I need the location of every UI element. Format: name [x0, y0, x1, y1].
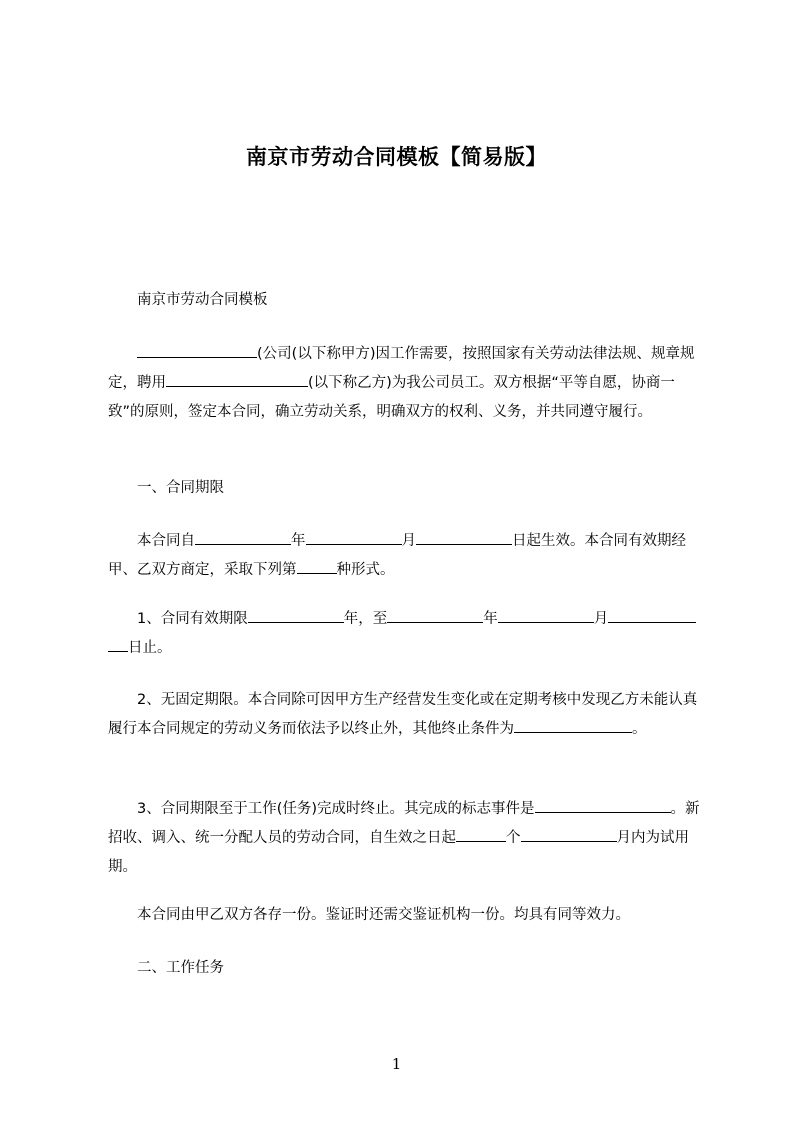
term-item-1	[108, 605, 703, 663]
item3-text-b: 。新招收、调入、统一分配人员的劳动合同，自生效之日起	[108, 801, 700, 846]
start-month-blank	[306, 530, 402, 545]
item3-text-d: 月内为试用期。	[108, 830, 689, 875]
item1-text-c: 年	[483, 611, 498, 627]
item3-text-a: 3、合同期限至于工作(任务)完成时终止。其完成的标志事件是	[137, 801, 535, 817]
item1-text-b: 年，至	[343, 611, 388, 627]
start-day-blank	[416, 530, 512, 545]
section1-heading-text: 一、合同期限	[137, 480, 224, 496]
item2-text-b: 。	[632, 721, 647, 737]
other-conditions-blank	[514, 718, 624, 733]
start-text-e: 种形式。	[336, 562, 395, 578]
intro-text-1: (公司(以下称甲方)因工作需要，按照国家有关劳动法律法规、规章规定，聘用	[108, 346, 695, 391]
subtitle-text: 南京市劳动合同模板	[137, 292, 268, 308]
end-year-blank	[387, 608, 483, 623]
term-item-2	[108, 686, 703, 744]
start-text-a: 本合同自	[137, 533, 195, 549]
item2-text-a: 2、无固定期限。本合同除可因甲方生产经营发生变化或在定期考核中发现乙方未能认真履行本合同规定的劳动义务而依法予以终止外，其他终止条件为	[108, 692, 698, 737]
end-day-blank-part2	[108, 637, 128, 652]
intro-paragraph	[108, 340, 703, 427]
copies-text: 本合同由甲乙双方各存一份。鉴证时还需交鉴证机构一份。均具有同等效力。	[137, 907, 630, 923]
document-title: 南京市劳动合同模板【简易版】	[246, 145, 547, 169]
document-subtitle	[108, 286, 703, 315]
term-item-3	[108, 795, 703, 882]
company-name-blank	[137, 343, 257, 358]
section2-heading	[108, 954, 703, 983]
start-text-c: 月	[401, 533, 416, 549]
employee-name-blank	[166, 372, 308, 387]
item3-text-c: 个	[506, 830, 521, 846]
copies-paragraph	[108, 901, 703, 930]
intro-text-2: (以下称乙方)为我公司员工。双方根据“平等自愿，协商一致”的原则，签定本合同，确立劳动关系，明确双方的权利、义务，并共同遵守履行。	[108, 375, 675, 420]
contract-start-paragraph	[108, 527, 703, 585]
completion-event-blank	[535, 798, 655, 813]
end-month-blank	[498, 608, 594, 623]
form-choice-blank	[297, 559, 337, 574]
start-text-b: 年	[291, 533, 306, 549]
section2-heading-text: 二、工作任务	[137, 960, 224, 976]
item1-text-d: 月	[593, 611, 609, 627]
start-text-d: 日起生效。本合同有效期经甲、乙双方商定，采取下列第	[108, 533, 686, 578]
probation-unit-blank	[521, 827, 617, 842]
section1-heading	[108, 474, 703, 503]
item1-text-a: 1、合同有效期限	[137, 611, 248, 627]
term-years-blank	[248, 608, 344, 623]
completion-event-blank-tail	[655, 798, 671, 813]
start-year-blank	[195, 530, 291, 545]
end-day-blank-part1	[608, 608, 696, 623]
page-number: 1	[391, 1055, 402, 1073]
item1-text-e: 日止。	[128, 640, 172, 656]
probation-count-blank	[456, 827, 506, 842]
other-conditions-blank-tail	[624, 718, 632, 733]
